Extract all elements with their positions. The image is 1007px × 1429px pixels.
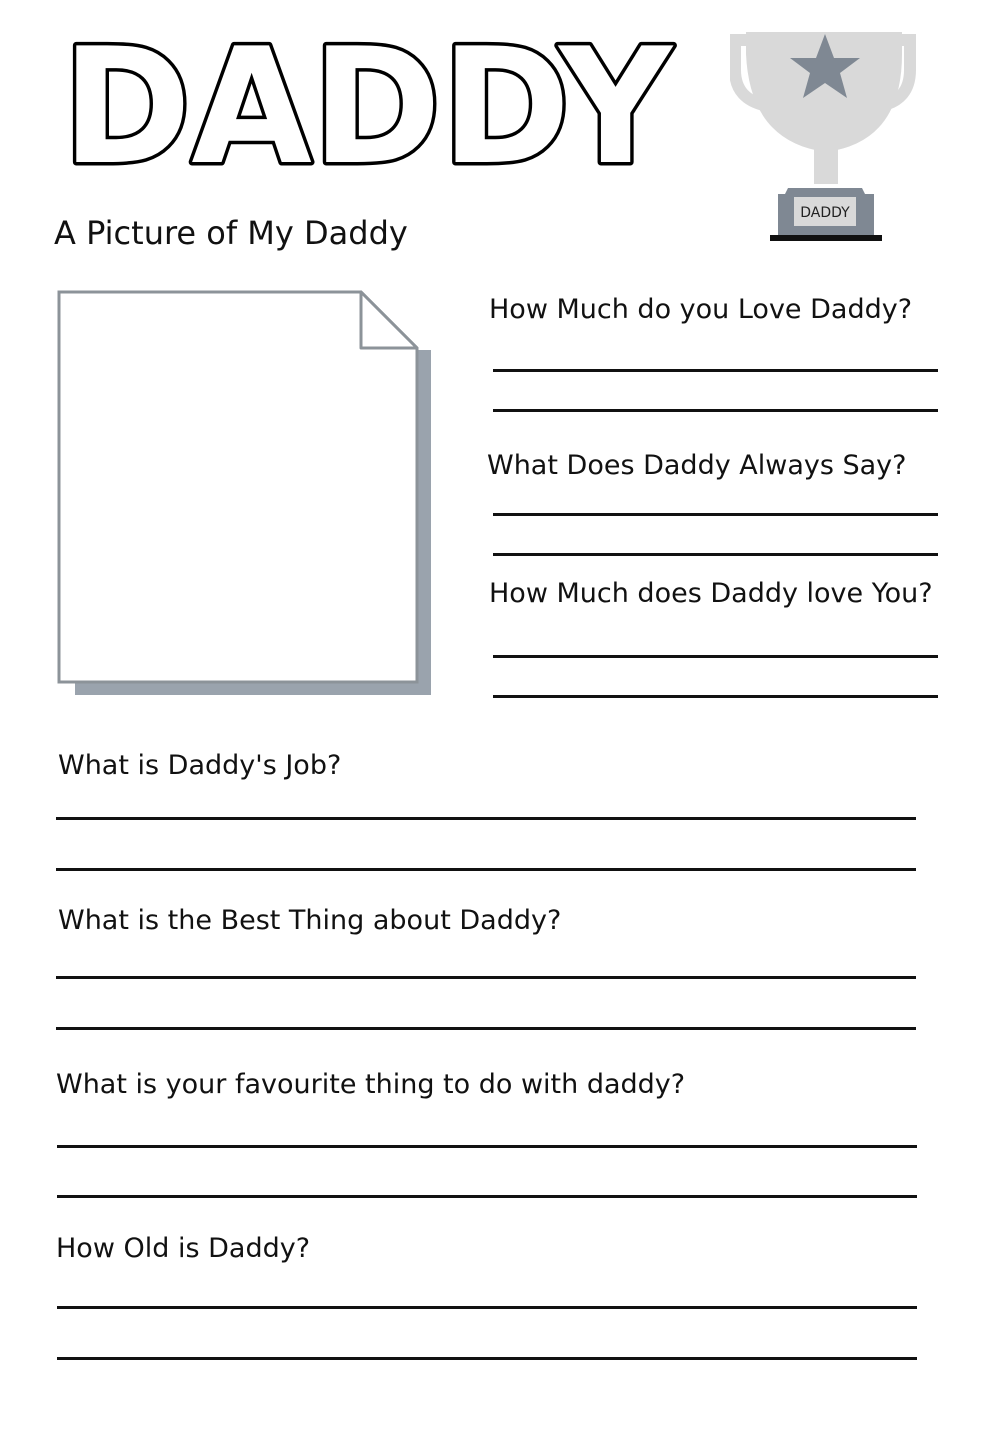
trophy-plaque-label: DADDY	[800, 205, 850, 221]
answer-line[interactable]	[493, 409, 938, 412]
answer-line[interactable]	[56, 976, 916, 979]
answer-line[interactable]	[493, 369, 938, 372]
question-favourite-thing: What is your favourite thing to do with daddy?	[56, 1069, 686, 1100]
question-daddy-loves-you: How Much does Daddy love You?	[489, 578, 933, 609]
frame-paper	[59, 292, 417, 682]
question-daddy-says: What Does Daddy Always Say?	[487, 450, 907, 481]
answer-line[interactable]	[56, 868, 916, 871]
frame-folded-corner	[361, 292, 417, 348]
answer-line[interactable]	[493, 655, 938, 658]
question-best-thing: What is the Best Thing about Daddy?	[58, 905, 562, 936]
answer-line[interactable]	[57, 1195, 917, 1198]
answer-line[interactable]	[493, 513, 938, 516]
worksheet-title	[40, 10, 700, 190]
answer-line[interactable]	[493, 695, 938, 698]
answer-line[interactable]	[56, 1027, 916, 1030]
answer-line[interactable]	[57, 1306, 917, 1309]
trophy-icon	[730, 24, 920, 246]
answer-line[interactable]	[57, 1357, 917, 1360]
picture-section-label: A Picture of My Daddy	[54, 214, 408, 252]
answer-line[interactable]	[57, 1145, 917, 1148]
question-love-daddy: How Much do you Love Daddy?	[489, 294, 913, 325]
answer-line[interactable]	[56, 817, 916, 820]
question-daddy-job: What is Daddy's Job?	[58, 750, 342, 781]
title-text: DADDY	[62, 13, 675, 190]
picture-drawing-frame[interactable]	[55, 288, 440, 700]
question-daddy-age: How Old is Daddy?	[56, 1233, 311, 1264]
answer-line[interactable]	[493, 553, 938, 556]
